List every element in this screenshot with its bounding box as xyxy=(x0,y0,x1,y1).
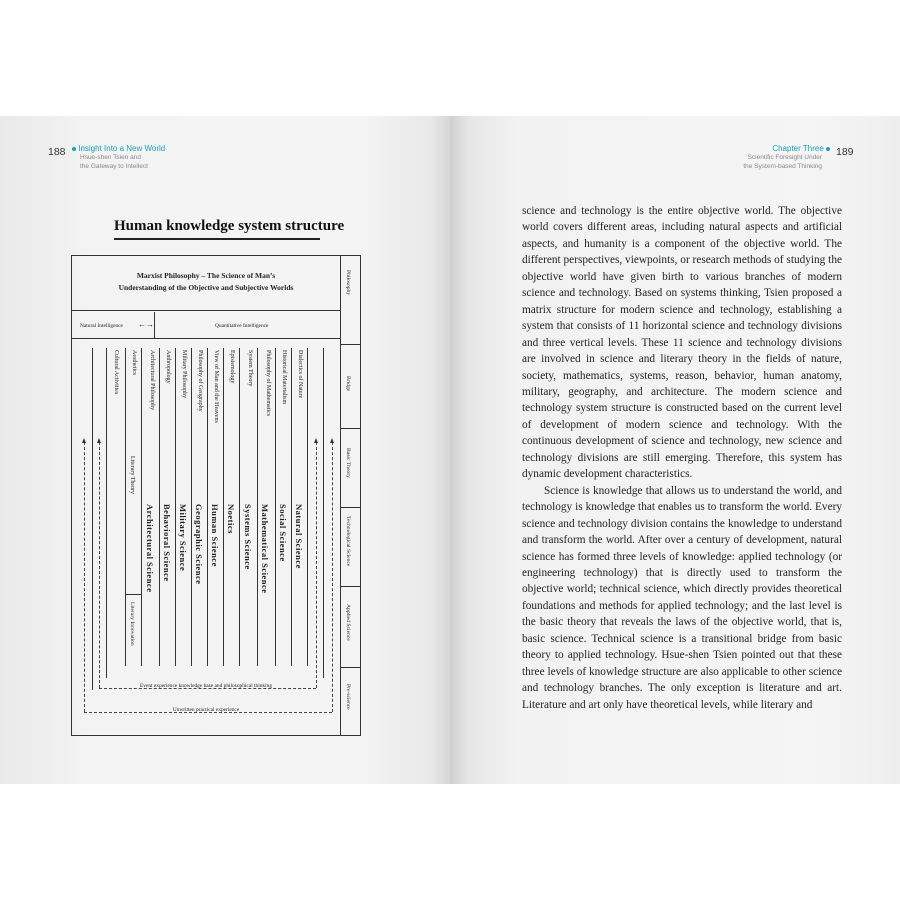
science-architectural: Architectural Science xyxy=(145,504,155,593)
natural-intelligence-label: Natural Intelligence xyxy=(80,323,123,329)
level-label-bridge: Bridge xyxy=(345,376,351,392)
science-systems: Systems Science xyxy=(243,504,253,570)
level-separator xyxy=(340,428,360,429)
level-separator xyxy=(340,667,360,668)
science-mathematical: Mathematical Science xyxy=(260,504,270,594)
science-natural: Natural Science xyxy=(294,504,304,569)
level-separator xyxy=(340,507,360,508)
figure-title-underline xyxy=(114,238,320,240)
bridge-epistemology: Epistemology xyxy=(229,350,235,384)
open-book xyxy=(0,116,900,784)
level-column-divider xyxy=(340,256,341,735)
science-military: Military Science xyxy=(178,504,188,572)
bridge-view-of-man-and-the-heavens: View of Man and the Heavens xyxy=(213,350,219,423)
literary-theory-label: Literary Theory xyxy=(129,456,135,495)
column-line xyxy=(275,348,276,666)
bridge-architectural-philosophy: Architectural Philosophy xyxy=(149,350,155,411)
science-human: Human Science xyxy=(210,504,220,567)
bridge-historical-materialism: Historical Materialism xyxy=(281,350,287,405)
level-separator xyxy=(340,344,360,345)
arrow-up-icon xyxy=(97,438,101,443)
body-text xyxy=(522,203,842,713)
column-line xyxy=(257,348,258,666)
diagram-top-title-line-2: Understanding of the Objective and Subjective Worlds xyxy=(118,283,294,292)
literary-innovation-label: Literary Innovation xyxy=(129,602,135,646)
column-line xyxy=(159,348,160,666)
column-line xyxy=(191,348,192,666)
column-line xyxy=(223,348,224,666)
right-running-head-subtitle-2: the System-based Thinking xyxy=(743,163,822,170)
arrow-up-icon xyxy=(82,438,86,443)
science-social: Social Science xyxy=(278,504,288,562)
bridge-philosophy-of-geography: Philosophy of Geography xyxy=(197,350,203,412)
bridge-military-philosophy: Military Philosophy xyxy=(181,350,187,399)
intelligence-divider xyxy=(154,312,155,338)
bridge-anthropology: Anthropology xyxy=(165,350,171,384)
intelligence-row-bottom-line xyxy=(72,338,340,339)
column-line xyxy=(307,348,308,666)
level-label-pre-science: Pre-science xyxy=(345,684,351,710)
column-line xyxy=(106,348,107,678)
paragraph-1: science and technology is the entire objective world. The objective world covers different areas, including natural aspects and artificial aspects, and humanity is a component of the objective world. The different perspectives, viewpoints, or research methods of studying the objective world have given birth to various branches of modern science and technology. Based on systems thinking, Tsien proposed a matrix structure for modern science and technology, establishing a system that consists of 11 horizontal science and technology divisions and three vertical levels. These 11 science and technology divisions are involved in science and literary theory in the fields of nature, society, mathematics, systems, reason, behavior, human anatomy, military, geography, and architecture. The modern science and technology system structure is constructed based on the current level of development of modern science and technology. With the continuous development of science and technology, new science and technology divisions are still emerging. Therefore, this system has dynamic development characteristics. xyxy=(522,205,842,481)
column-line xyxy=(207,348,208,666)
column-line xyxy=(125,348,126,666)
bridge-aesthetics: Aesthetics xyxy=(131,350,137,375)
column-line xyxy=(141,348,142,666)
bridge-cultural-activities: Cultural Activities xyxy=(113,350,119,395)
column-line xyxy=(323,348,324,678)
left-page-number: 188 xyxy=(48,146,66,158)
event-loop-right xyxy=(316,442,317,688)
arrow-up-icon xyxy=(330,438,334,443)
unwritten-experience-label: Unwritten practical experience xyxy=(172,707,240,713)
right-running-head-title: Chapter Three xyxy=(772,144,824,153)
double-arrow-icon: ←→ xyxy=(138,320,154,329)
left-running-head-title: Insight Into a New World xyxy=(78,144,166,153)
diagram-top-title-line-1: Marxist Philosophy – The Science of Man’s xyxy=(136,271,276,280)
right-running-head-subtitle-1: Scientific Foresight Under xyxy=(747,154,822,161)
right-running-head xyxy=(743,144,830,171)
event-experience-label: Event experience knowledge base and philosophical thinking xyxy=(139,683,273,689)
paragraph-2: Science is knowledge that allows us to understand the world, and technology is knowledge that enables us to transform the world. Every science and technology division contains the knowledge to understand and transform the world. After over a century of development, natural science has formed three levels of knowledge: applied technology (or engineering technology) that is directly used to transform the objective world; technical science, which directly provides theoretical foundations and methods for applied technology; and the last level is the basic theory that reveals the laws of the objective world, that is, basic science. Technical science is a transitional bridge from basic theory to applied technology. Hsue-shen Tsien pointed out that these three levels of knowledge structure are also applicable to other science and technology branches. The only exception is literature and art. Literature and art only have theoretical levels, while literary and xyxy=(522,484,842,711)
arrow-up-icon xyxy=(314,438,318,443)
knowledge-system-diagram xyxy=(71,255,361,736)
level-label-philosophy: Philosophy xyxy=(345,270,351,296)
left-page xyxy=(0,116,450,784)
event-loop-left xyxy=(99,442,100,688)
column-line xyxy=(175,348,176,666)
column-line xyxy=(239,348,240,666)
column-line xyxy=(92,348,93,690)
column-line xyxy=(291,348,292,666)
bridge-system-theory: System Theory xyxy=(247,350,253,387)
left-running-head-subtitle-2: the Gateway to Intellect xyxy=(80,163,148,170)
right-page-number: 189 xyxy=(836,146,854,158)
bridge-dialectics-of-nature: Dialectics of Nature xyxy=(297,350,303,399)
level-separator xyxy=(340,586,360,587)
level-label-technological-science: Technological Science xyxy=(345,516,351,567)
bullet-dot-icon xyxy=(826,147,830,151)
level-label-applied-science: Applied Science xyxy=(345,604,351,641)
left-running-head-subtitle-1: Hsue-shen Tsien and xyxy=(80,154,141,161)
unwritten-loop-left xyxy=(84,442,85,712)
science-geographic: Geographic Science xyxy=(194,504,204,585)
top-box-bottom-line xyxy=(72,310,340,311)
science-noetics: Noetics xyxy=(226,504,236,534)
literary-split-line xyxy=(125,594,141,595)
quantitative-intelligence-label: Quantitative Intelligence xyxy=(215,323,269,329)
bullet-dot-icon xyxy=(72,147,76,151)
figure-title: Human knowledge system structure xyxy=(114,218,345,234)
science-behavioral: Behavioral Science xyxy=(162,504,172,582)
left-running-head xyxy=(72,144,165,171)
level-label-basic-theory: Basic Theory xyxy=(345,448,351,478)
bridge-philosophy-of-mathematics: Philosophy of Mathematics xyxy=(265,350,271,416)
unwritten-loop-right xyxy=(332,442,333,712)
